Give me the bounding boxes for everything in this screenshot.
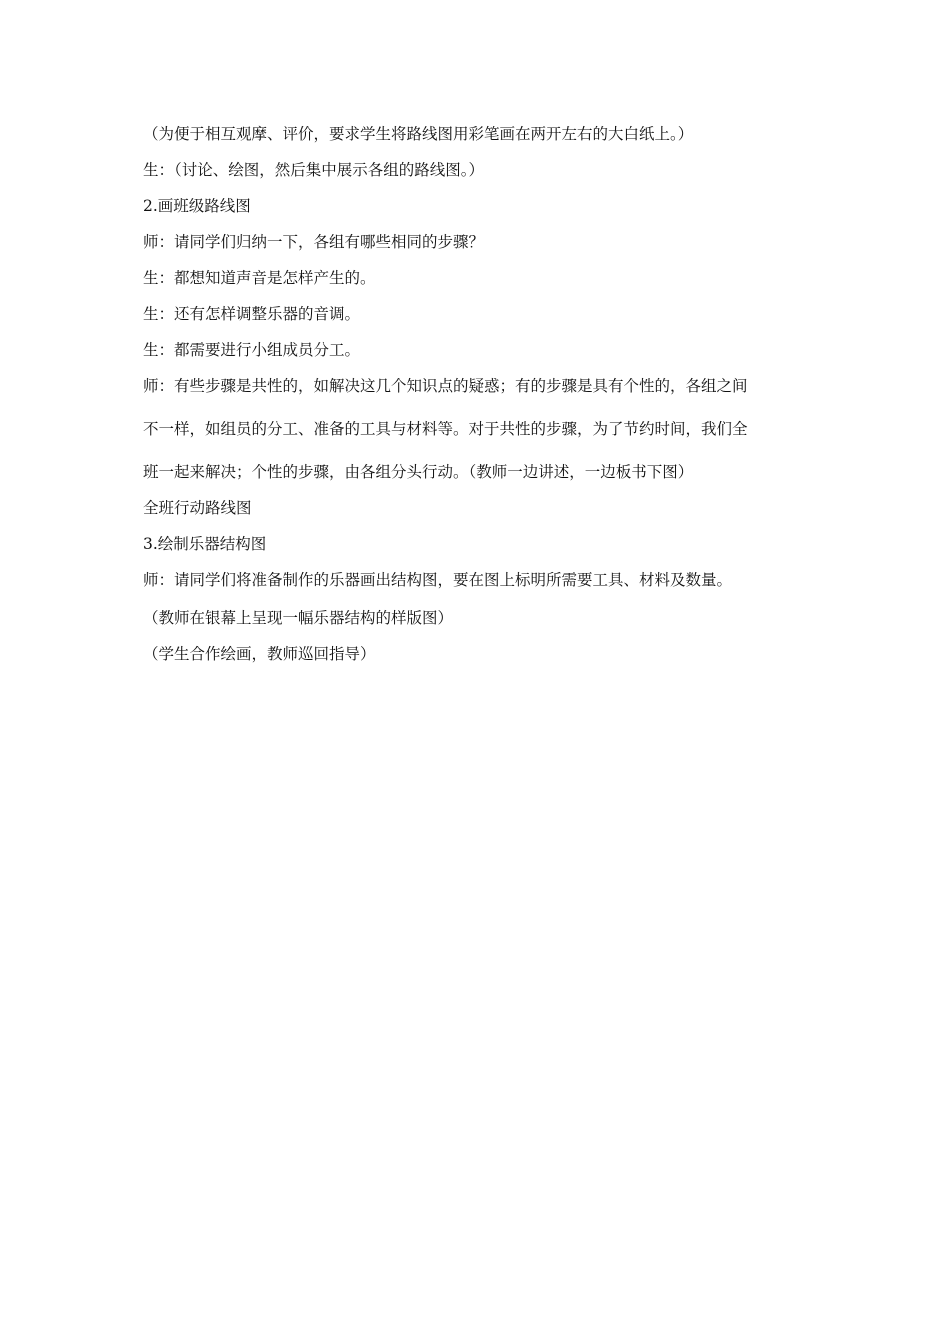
paragraph-student-answer-division: 生：都需要进行小组成员分工。 <box>143 341 361 359</box>
paragraph-teacher-instruction: 师：请同学们将准备制作的乐器画出结构图，要在图上标明所需要工具、材料及数量。 <box>143 571 733 589</box>
figure-caption-class-route: 全班行动路线图 <box>143 499 252 517</box>
section-heading-structure-diagram: 3.绘制乐器结构图 <box>143 535 267 553</box>
explanation-line-3: 班一起来解决；个性的步骤，由各组分头行动。（教师一边讲述，一边板书下图） <box>143 463 694 481</box>
paragraph-student-answer-pitch: 生：还有怎样调整乐器的音调。 <box>143 305 361 323</box>
section-heading-class-route: 2.画班级路线图 <box>143 197 251 215</box>
paragraph-note-guidance: （学生合作绘画，教师巡回指导） <box>143 645 376 663</box>
document-body <box>143 124 823 664</box>
paragraph-teacher-explanation <box>143 376 823 482</box>
explanation-line-1: 师：有些步骤是共性的，如解决这几个知识点的疑惑；有的步骤是具有个性的，各组之间 <box>143 377 748 395</box>
paragraph-student-answer-sound: 生：都想知道声音是怎样产生的。 <box>143 269 376 287</box>
explanation-line-2: 不一样，如组员的分工、准备的工具与材料等。对于共性的步骤，为了节约时间，我们全 <box>143 420 748 438</box>
paragraph-note-sample: （教师在银幕上呈现一幅乐器结构的样版图） <box>143 609 454 627</box>
paragraph-teacher-question: 师：请同学们归纳一下，各组有哪些相同的步骤？ <box>143 233 485 251</box>
paragraph-student-discussion: 生：（讨论、绘图，然后集中展示各组的路线图。） <box>143 161 485 179</box>
paragraph-note-drawing: （为便于相互观摩、评价，要求学生将路线图用彩笔画在两开左右的大白纸上。） <box>143 125 694 143</box>
